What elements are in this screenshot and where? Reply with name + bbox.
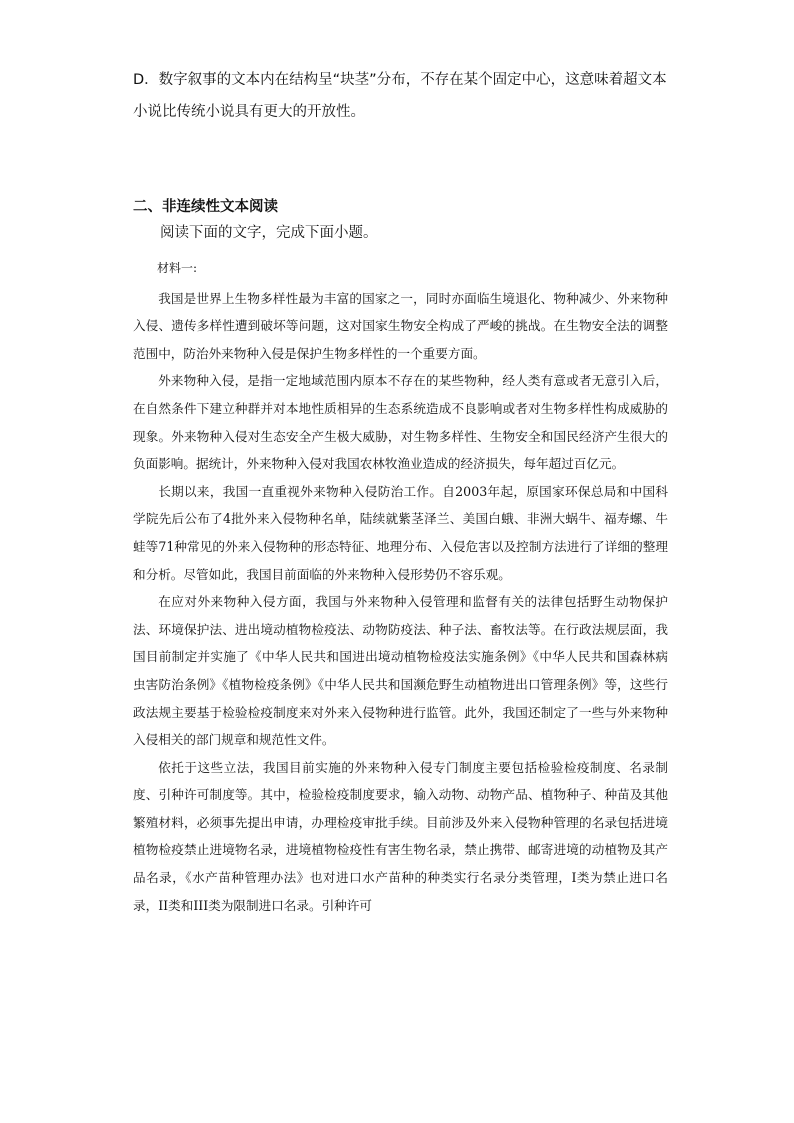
section-heading: 二、非连续性文本阅读 [133, 199, 278, 215]
paragraph-2: 外来物种入侵，是指一定地域范围内原本不存在的某些物种，经人类有意或者无意引入后，在自然条件下建立种群并对本地性质相异的生态系统造成不良影响或者对生物多样性构成威胁的现象。外来物种入侵对生态安全产生极大威胁，对生物多样性、生物安全和国民经济产生很大的负面影响。据统计，外来物种入侵对我国农林牧渔业造成的经济损失，每年超过百亿元。 [133, 373, 668, 472]
reading-instruction: 阅读下面的文字，完成下面小题。 [160, 225, 378, 241]
paragraph-1: 我国是世界上生物多样性最为丰富的国家之一，同时亦面临生境退化、物种减少、外来物种入侵、遗传多样性遭到破坏等问题，这对国家生物安全构成了严峻的挑战。在生物安全法的调整范围中，防治外来物种入侵是保护生物多样性的一个重要方面。 [133, 290, 668, 361]
paragraph-5: 依托于这些立法，我国目前实施的外来物种入侵专门制度主要包括检验检疫制度、名录制度、引种许可制度等。其中，检验检疫制度要求，输入动物、动物产品、植物种子、种苗及其他繁殖材料，必须事先提出申请，办理检疫审批手续。目前涉及外来入侵物种管理的名录包括进境植物检疫禁止进境物名录，进境植物检疫性有害生物名录，禁止携带、邮寄进境的动植物及其产品名录，《水产苗种管理办法》也对进口水产苗种的种类实行名录分类管理，I类为禁止进口名录，II类和III类为限制进口名录。引种许可 [133, 759, 668, 913]
option-d-text: D．数字叙事的文本内在结构呈“块茎”分布，不存在某个固定中心，这意味着超文本小说比传统小说具有更大的开放性。 [133, 72, 667, 120]
paragraph-3: 长期以来，我国一直重视外来物种入侵防治工作。自2003年起，原国家环保总局和中国科学院先后公布了4批外来入侵物种名单，陆续就紫茎泽兰、美国白蛾、非洲大蜗牛、福寿螺、牛蛙等71种常见的外来入侵物种的形态特征、地理分布、入侵危害以及控制方法进行了详细的整理和分析。尽管如此，我国目前面临的外来物种入侵形势仍不容乐观。 [133, 483, 668, 582]
paragraph-4: 在应对外来物种入侵方面，我国与外来物种入侵管理和监督有关的法律包括野生动物保护法、环境保护法、进出境动植物检疫法、动物防疫法、种子法、畜牧法等。在行政法规层面，我国目前制定并实施了《中华人民共和国进出境动植物检疫法实施条例》《中华人民共和国森林病虫害防治条例》《植物检疫条例》《中华人民共和国濒危野生动植物进出口管理条例》等，这些行政法规主要基于检验检疫制度来对外来入侵物种进行监管。此外，我国还制定了一些与外来物种入侵相关的部门规章和规范性文件。 [133, 594, 668, 748]
material-label: 材料一: [157, 261, 198, 275]
material-one [133, 255, 668, 919]
